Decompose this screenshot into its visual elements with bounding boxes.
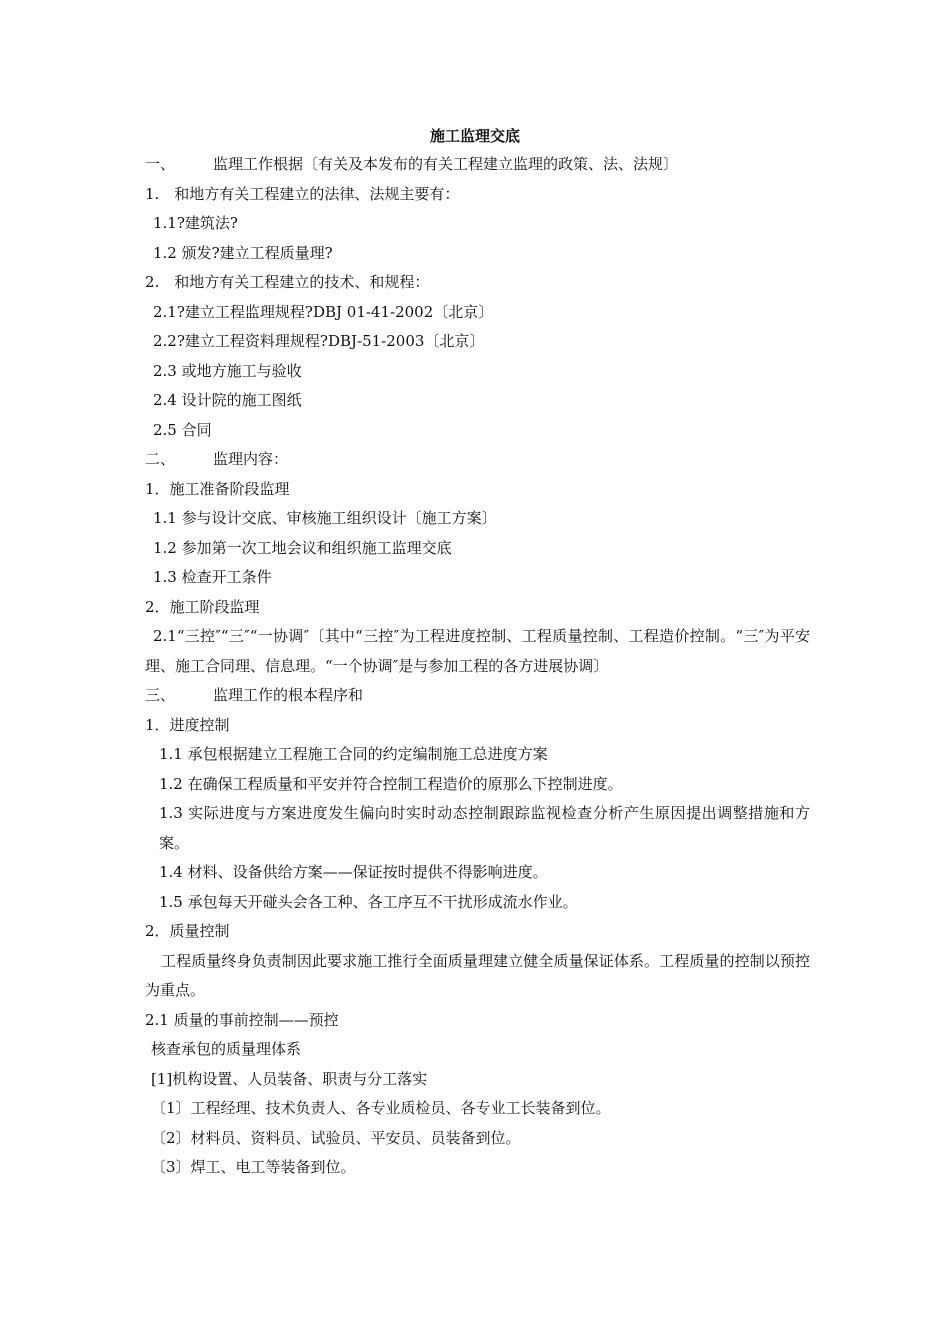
list-item: 2.3 或地方施工与验收 [153, 361, 302, 380]
list-item: 1．进度控制 [145, 715, 230, 734]
section-number: 二、 [145, 450, 176, 468]
section-heading-text: 监理工作的根本程序和 [213, 686, 364, 704]
section-number: 三、 [145, 686, 176, 704]
paragraph: 2.1“三控″“三″“一协调″〔其中“三控″为工程进度控制、工程质量控制、工程造价控制。“三″为平安理、施工合同理、信息理。“一个协调″是与参加工程的各方进展协调〕 [145, 627, 810, 675]
list-item: 〔1〕工程经理、技术负责人、各专业质检员、各专业工长装备到位。 [151, 1099, 611, 1117]
section-heading-text: 监理内容： [213, 450, 289, 468]
document-title: 施工监理交底 [429, 127, 520, 145]
paragraph: 1.3 实际进度与方案进度发生偏向时实时动态控制跟踪监视检查分析产生原因提出调整措施和方案。 [159, 804, 810, 852]
list-item: 1.4 材料、设备供给方案——保证按时提供不得影响进度。 [159, 863, 548, 881]
list-item: 1.1 参与设计交底、审核施工组织设计〔施工方案〕 [153, 509, 497, 527]
list-item: 2.4 设计院的施工图纸 [153, 391, 302, 409]
list-item: 2.2?建立工程资料理规程?DBJ-51-2003〔北京〕 [153, 332, 485, 350]
document-body [145, 150, 810, 1183]
list-item: 2.5 合同 [153, 420, 212, 439]
list-item: 1. 和地方有关工程建立的法律、法规主要有： [145, 184, 460, 203]
section-heading-2 [145, 445, 810, 475]
list-item: 核查承包的质量理体系 [151, 1040, 302, 1058]
list-item: 〔2〕材料员、资料员、试验员、平安员、员装备到位。 [151, 1128, 521, 1147]
section-heading-1 [145, 150, 810, 180]
list-item: [1]机构设置、人员装备、职责与分工落实 [151, 1069, 428, 1088]
list-item: 1.2 参加第一次工地会议和组织施工监理交底 [153, 538, 452, 557]
paragraph: 工程质量终身负责制因此要求施工推行全面质量理建立健全质量保证体系。工程质量的控制以预控为重点。 [145, 951, 810, 999]
list-item: 1.1 承包根据建立工程施工合同的约定编制施工总进度方案 [159, 745, 548, 763]
list-item: 2.1?建立工程监理规程?DBJ 01-41-2002〔北京〕 [153, 302, 494, 321]
section-number: 一、 [145, 155, 176, 173]
section-heading-text: 监理工作根据〔有关及本发布的有关工程建立监理的政策、法、法规〕 [213, 155, 679, 173]
list-item: 2.1 质量的事前控制——预控 [145, 1010, 339, 1029]
list-item: 2．质量控制 [145, 922, 230, 940]
list-item: 1.1?建筑法? [153, 214, 238, 232]
list-item: 1.5 承包每天开碰头会各工种、各工序互不干扰形成流水作业。 [159, 892, 578, 911]
list-item: 1.3 检查开工条件 [153, 568, 272, 586]
section-heading-3 [145, 681, 810, 711]
list-item: 2. 和地方有关工程建立的技术、和规程： [145, 273, 430, 291]
list-item: 1.2 在确保工程质量和平安并符合控制工程造价的原那么下控制进度。 [159, 774, 623, 793]
list-item: 〔3〕焊工、电工等装备到位。 [151, 1158, 356, 1176]
list-item: 1．施工准备阶段监理 [145, 479, 290, 498]
list-item: 2．施工阶段监理 [145, 597, 260, 616]
list-item: 1.2 颁发?建立工程质量理? [153, 243, 333, 262]
